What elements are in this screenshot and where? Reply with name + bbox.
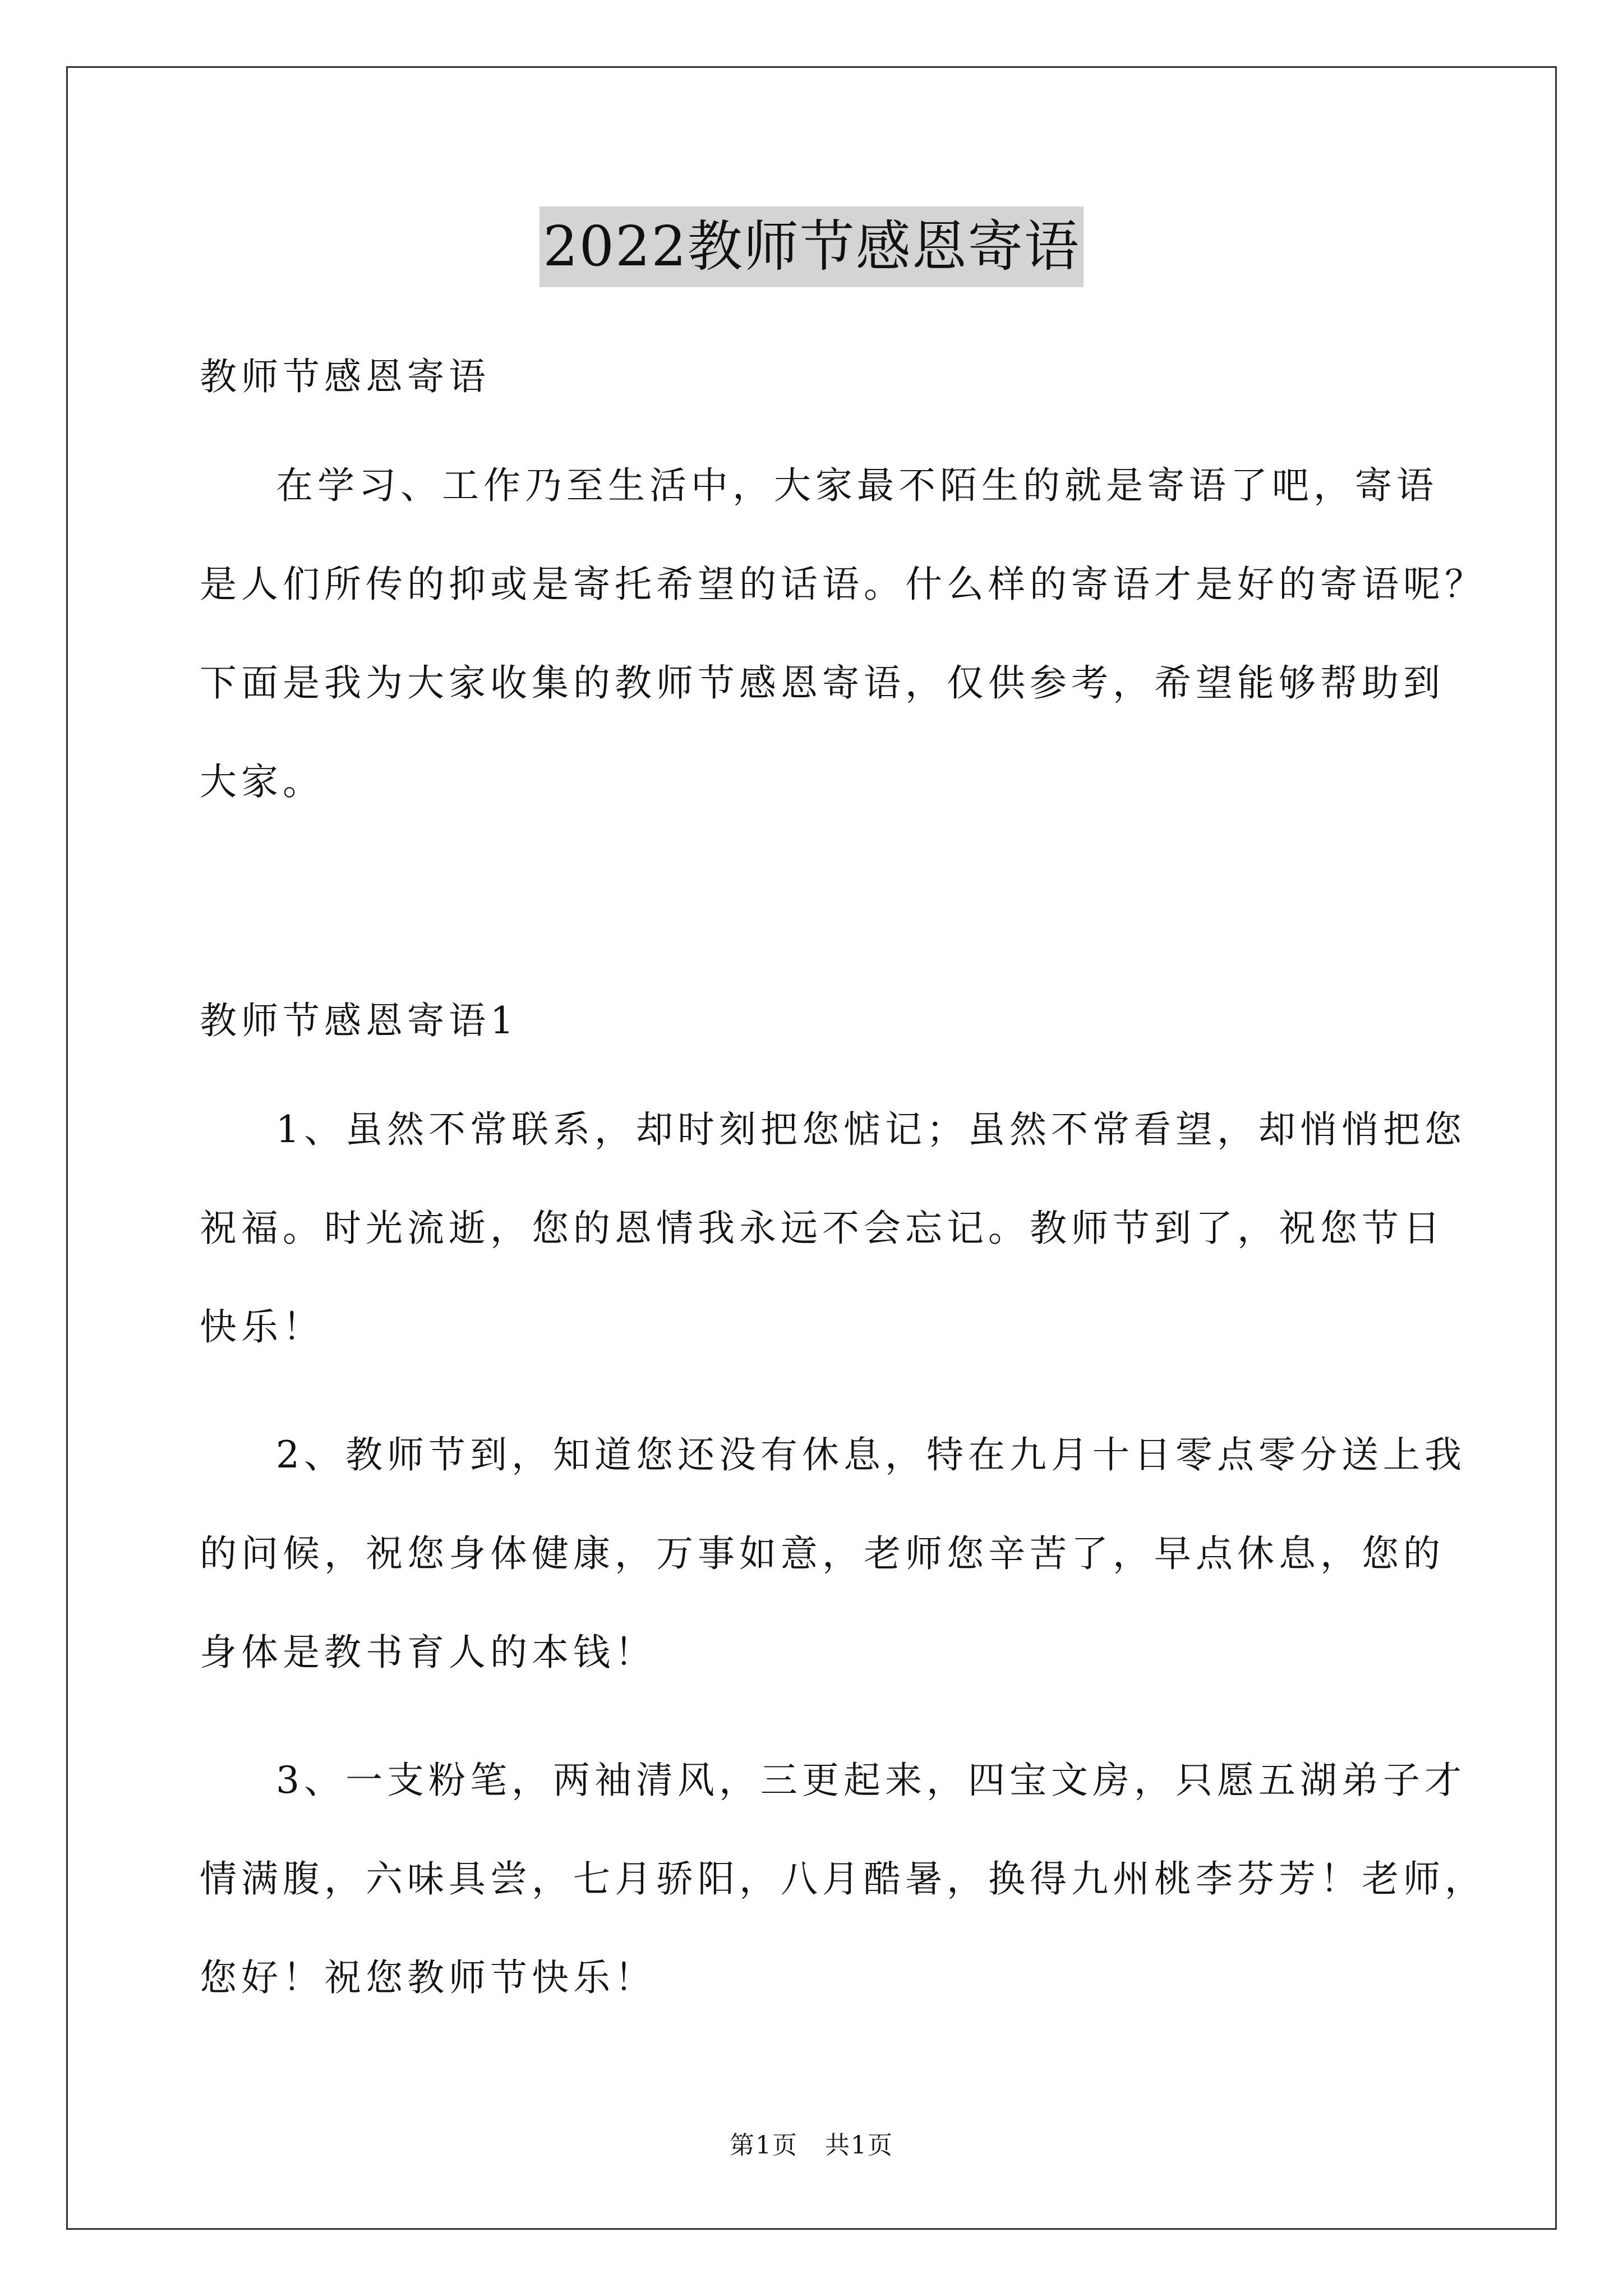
page-footer	[0, 2129, 1623, 2162]
item-line: 的问候，祝您身体健康，万事如意，老师您辛苦了，早点休息，您的	[200, 1532, 1445, 1575]
intro-line: 下面是我为大家收集的教师节感恩寄语，仅供参考，希望能够帮助到	[200, 661, 1445, 705]
item-line: 1、虽然不常联系，却时刻把您惦记；虽然不常看望，却悄悄把您	[276, 1108, 1466, 1151]
item-1-paragraph	[200, 1080, 1466, 1377]
item-line: 2、教师节到，知道您还没有休息，特在九月十日零点零分送上我	[276, 1433, 1466, 1476]
item-line: 情满腹，六味具尝，七月骄阳，八月酷暑，换得九州桃李芬芳！老师，	[200, 1857, 1486, 1901]
section-heading: 教师节感恩寄语1	[200, 999, 518, 1042]
item-3-paragraph	[200, 1731, 1486, 2027]
item-line: 祝福。时光流逝，您的恩情我永远不会忘记。教师节到了，祝您节日	[200, 1207, 1445, 1250]
section-heading-block	[200, 993, 1450, 1049]
intro-paragraph	[200, 436, 1486, 831]
item-line: 3、一支粉笔，两袖清风，三更起来，四宝文房，只愿五湖弟子才	[276, 1759, 1466, 1802]
intro-line: 大家。	[200, 760, 324, 803]
subtitle-block	[200, 349, 1450, 405]
item-line: 快乐！	[200, 1305, 324, 1349]
page-number: 第1页 共1页	[730, 2131, 893, 2160]
document-title: 2022教师节感恩寄语	[540, 206, 1083, 287]
intro-line: 在学习、工作乃至生活中，大家最不陌生的就是寄语了吧，寄语	[276, 464, 1438, 507]
item-line: 身体是教书育人的本钱！	[200, 1631, 656, 1674]
item-2-paragraph	[200, 1406, 1466, 1702]
intro-line: 是人们所传的抑或是寄托希望的话语。什么样的寄语才是好的寄语呢？	[200, 563, 1486, 606]
document-subtitle: 教师节感恩寄语	[200, 355, 490, 398]
title-container	[0, 206, 1623, 287]
item-line: 您好！祝您教师节快乐！	[200, 1956, 656, 1999]
